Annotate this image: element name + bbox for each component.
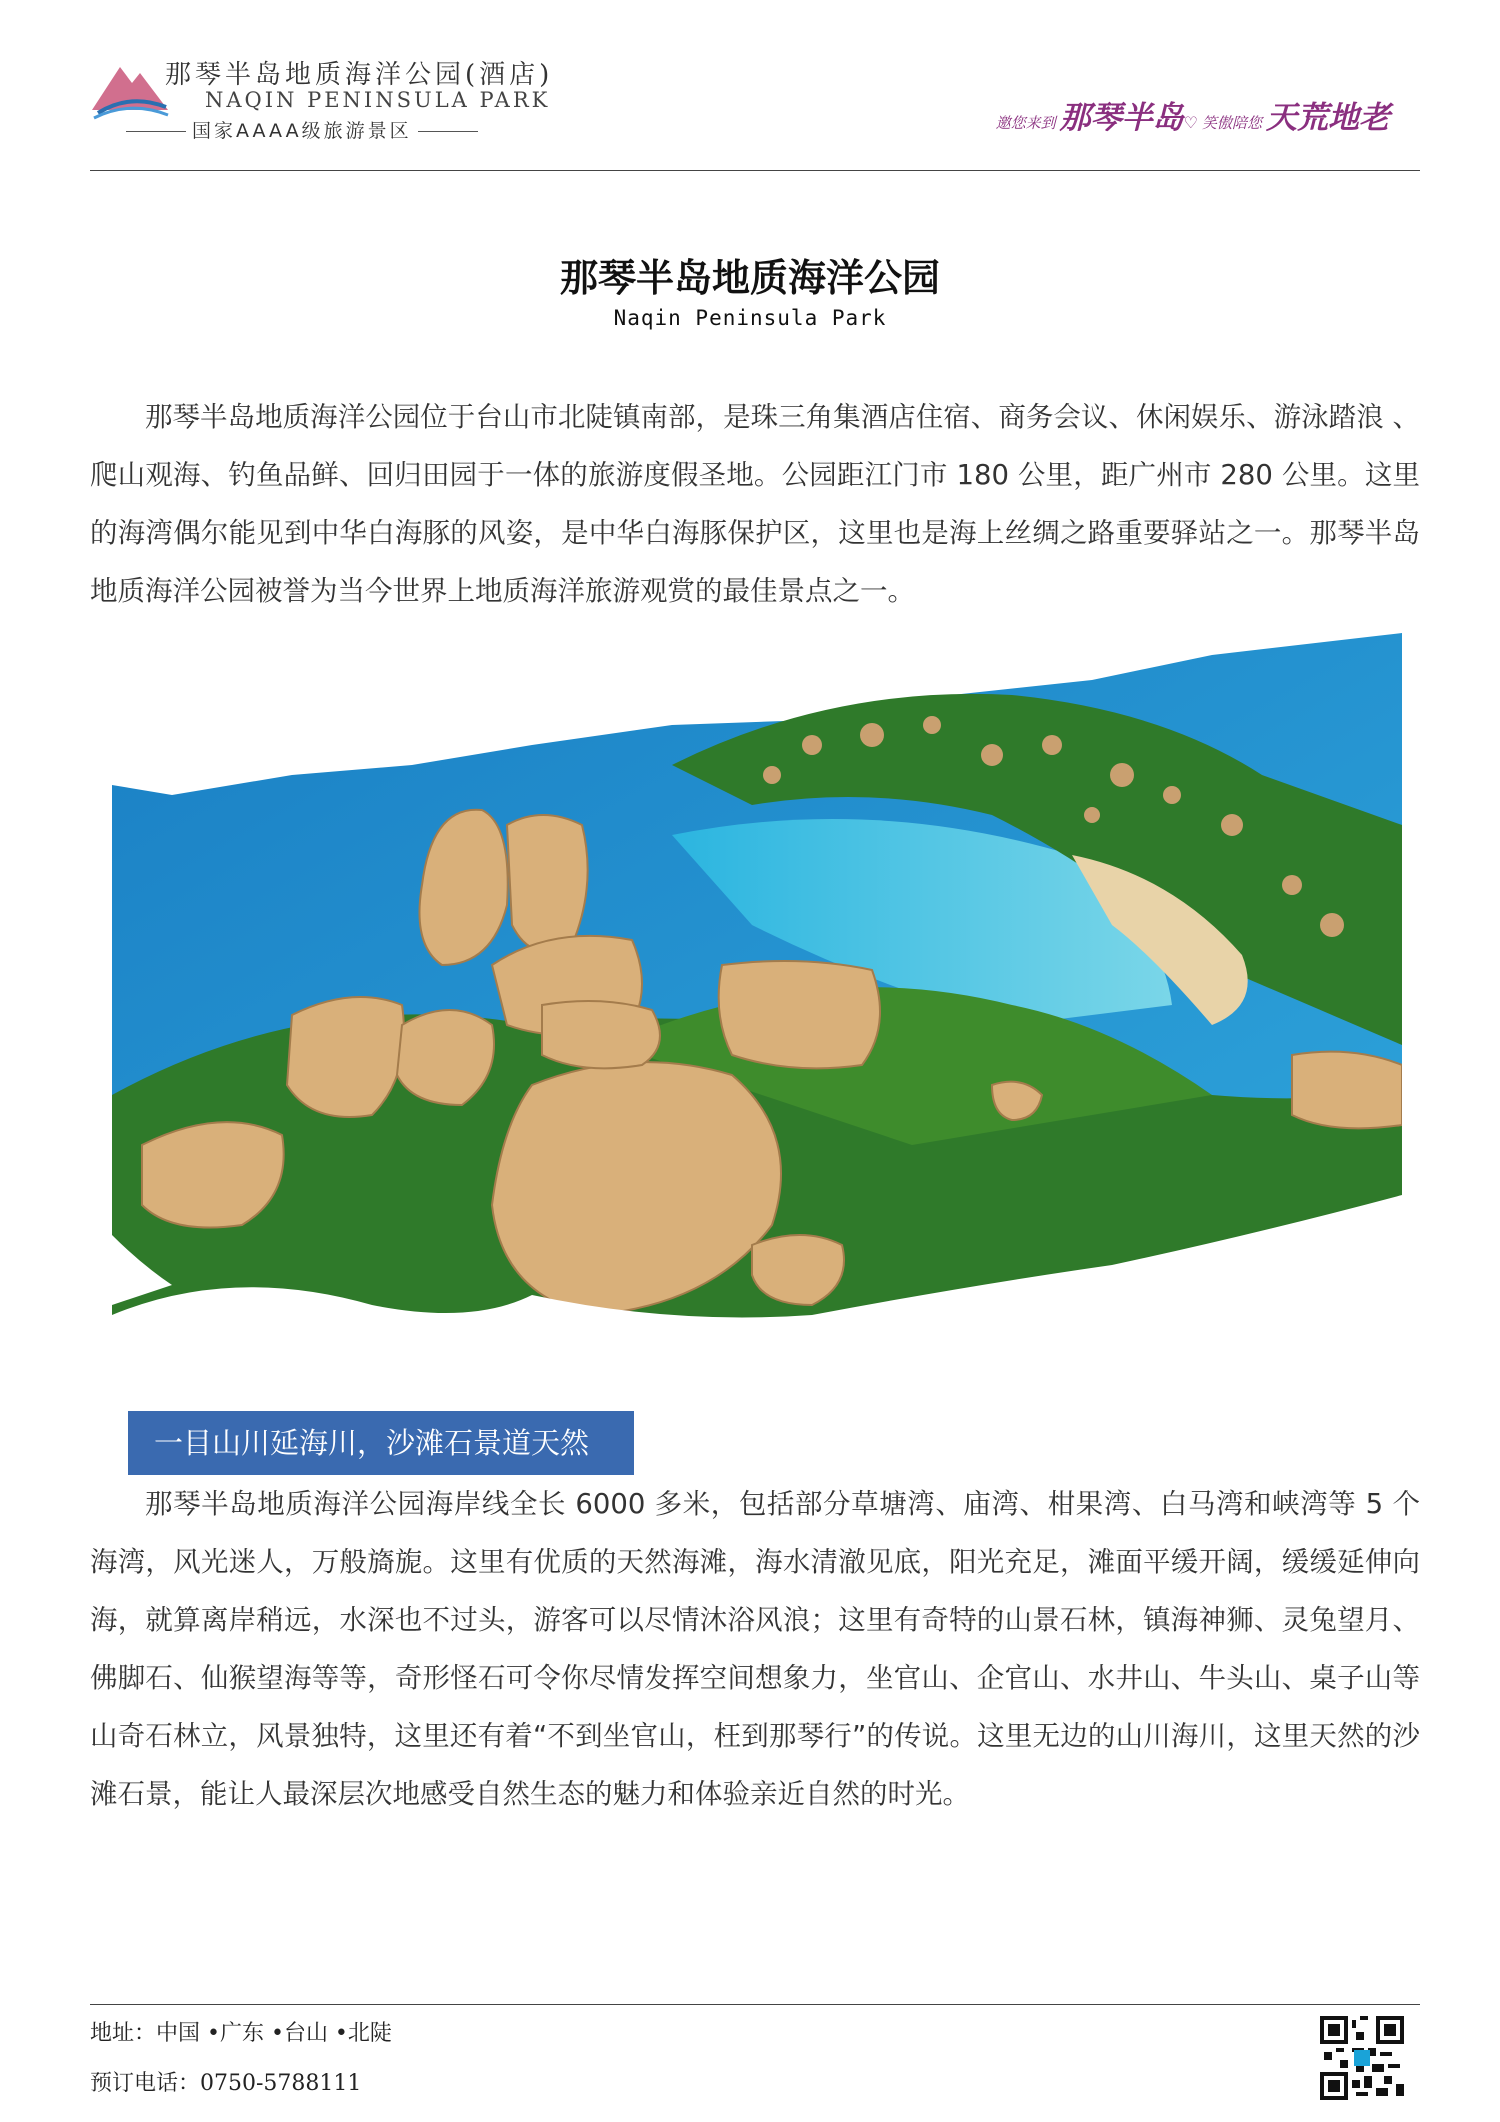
page-subtitle: Naqin Peninsula Park [613, 306, 887, 330]
logo-rating-text: 国家AAAA级旅游景区 [192, 120, 412, 142]
slogan-part-4: 天荒地老 [1266, 100, 1390, 136]
slogan [992, 92, 1390, 137]
heart-icon: ♡ [1183, 113, 1198, 132]
footer-divider [90, 2004, 1420, 2005]
qr-code-icon [1320, 2016, 1404, 2100]
page-header [90, 50, 1420, 170]
header-divider [90, 170, 1420, 171]
slogan-part-1: 邀您来到 [995, 114, 1056, 132]
section-paragraph: 那琴半岛地质海洋公园海岸线全长 6000 多米，包括部分草塘湾、庙湾、柑果湾、白马湾和峡湾等 5 个海湾，风光迷人，万般旖旎。这里有优质的天然海滩，海水清澈见底，阳光充足，滩面平缓开阔，缓缓延伸向海，就算离岸稍远，水深也不过头，游客可以尽情沐浴风浪；这里有奇特的山景石林，镇海神狮、灵兔望月、佛脚石、仙猴望海等等，奇形怪石可令你尽情发挥空间想象力，坐官山、企官山、水井山、牛头山、桌子山等山奇石林立，风景独特，这里还有着“不到坐官山，枉到那琴行”的传说。这里无边的山川海川，这里天然的沙滩石景，能让人最深层次地感受自然生态的魅力和体验亲近自然的时光。 [90, 1488, 1420, 1810]
coastline-photo [112, 625, 1402, 1345]
footer-address: 地址：中国 •广东 •台山 •北陡 [90, 2021, 392, 2046]
intro-paragraph: 那琴半岛地质海洋公园位于台山市北陡镇南部，是珠三角集酒店住宿、商务会议、休闲娱乐、游泳踏浪 、爬山观海、钓鱼品鲜、回归田园于一体的旅游度假圣地。公园距江门市 180 公里，距广州市 280 公里。这里的海湾偶尔能见到中华白海豚的风姿，是中华白海豚保护区，这里也是海上丝绸之路重要驿站之一。那琴半岛地质海洋公园被誉为当今世界上地质海洋旅游观赏的最佳景点之一。 [90, 401, 1420, 607]
divider [126, 131, 186, 132]
page-title: 那琴半岛地质海洋公园 [559, 256, 940, 300]
logo-mountain-icon [90, 55, 170, 120]
divider [418, 131, 478, 132]
footer-phone: 预订电话：0750-5788111 [90, 2071, 362, 2096]
logo-chinese-name: 那琴半岛地质海洋公园(酒店) [165, 60, 554, 90]
slogan-part-2: 那琴半岛 [1059, 100, 1184, 136]
section-heading: 一目山川延海川，沙滩石景道天然 [128, 1411, 634, 1475]
logo-rating [120, 116, 484, 143]
slogan-part-3: 笑傲陪您 [1201, 114, 1262, 132]
logo-english-name: NAQIN PENINSULA PARK [205, 88, 551, 112]
